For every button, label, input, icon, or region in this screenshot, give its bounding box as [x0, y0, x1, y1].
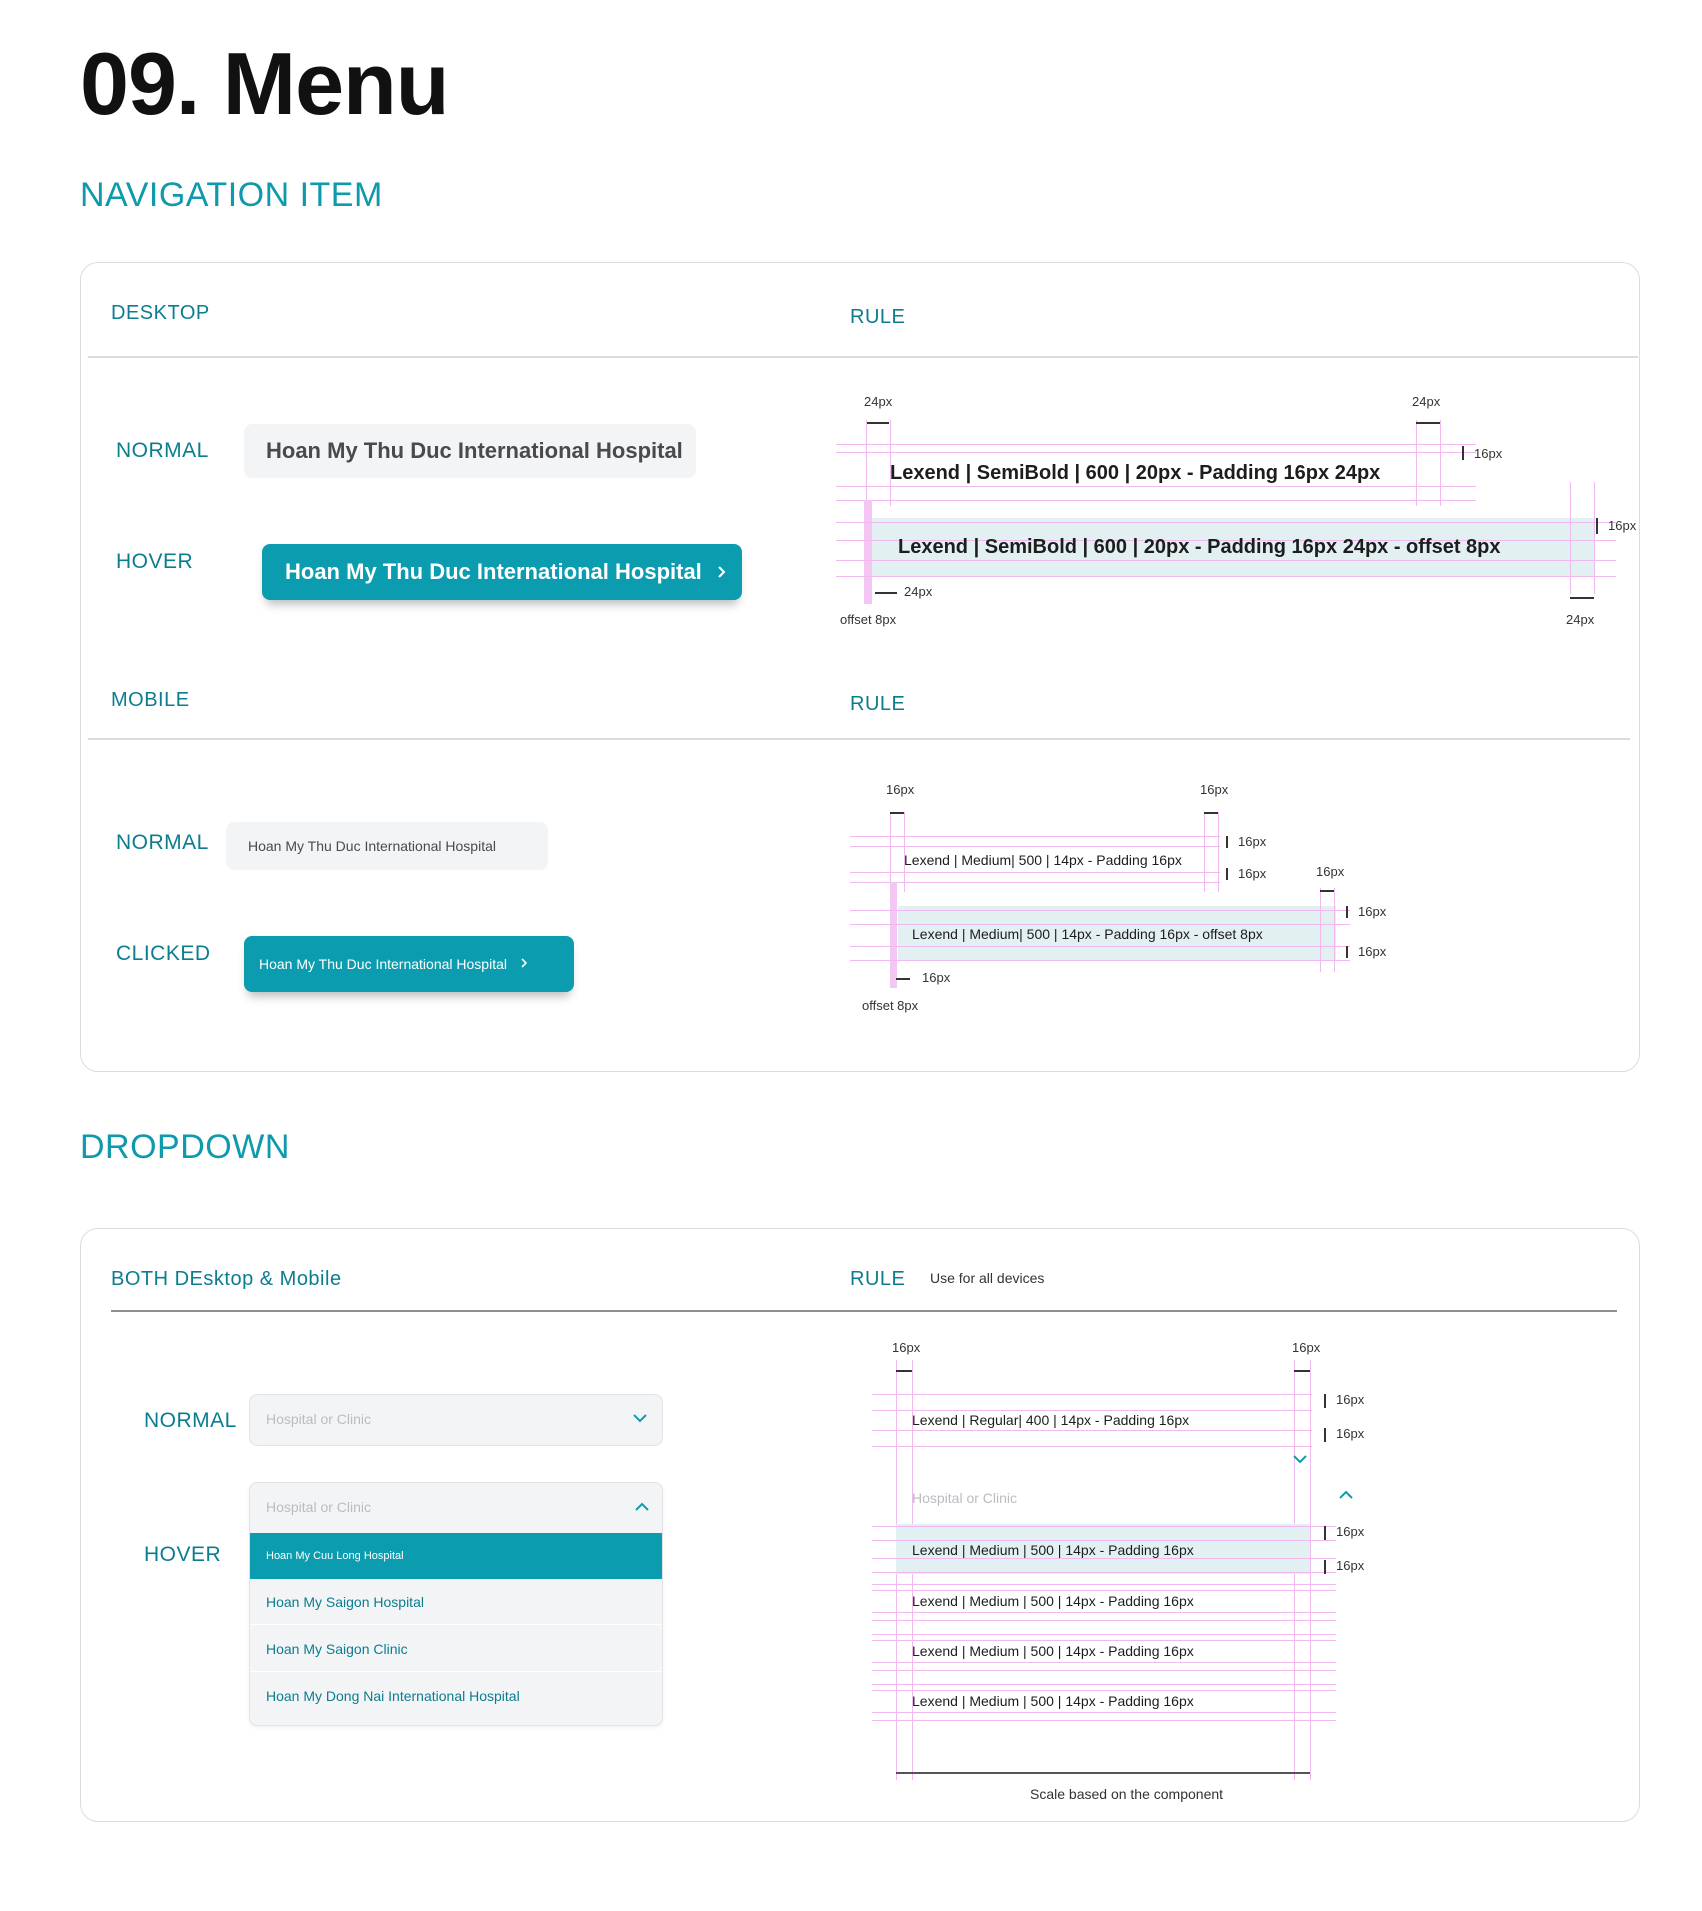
section-title-dropdown: DROPDOWN: [80, 1128, 290, 1166]
chevron-up-icon: [1338, 1488, 1354, 1506]
mobile-nav-item-normal[interactable]: [226, 822, 548, 870]
dropdown-normal-label: NORMAL: [144, 1409, 237, 1432]
dropdown-heading: BOTH DEsktop & Mobile: [111, 1268, 342, 1290]
desktop-hover-label: HOVER: [116, 550, 194, 573]
guide-line: [872, 1612, 1336, 1613]
guide-line: [1204, 812, 1205, 892]
divider: [88, 738, 1630, 740]
guide-line: [850, 872, 1220, 873]
rule-text-regular: Lexend | Regular| 400 | 14px - Padding 16px: [912, 1412, 1190, 1428]
dim-tick: [1324, 1526, 1326, 1540]
dropdown-select-normal[interactable]: [249, 1394, 663, 1446]
guide-line: [836, 500, 1476, 501]
dim-tick: [1416, 422, 1440, 424]
dropdown-option[interactable]: Hoan My Saigon Clinic: [250, 1626, 663, 1672]
nav-item-label: Hoan My Thu Duc International Hospital: [248, 838, 496, 854]
rule-text-hover: Lexend | SemiBold | 600 | 20px - Padding 16px 24px - offset 8px: [898, 536, 1501, 558]
chevron-up-icon: [634, 1500, 650, 1518]
guide-line: [850, 882, 1220, 883]
guide-line: [872, 1410, 1312, 1411]
guide-line: [850, 836, 1220, 837]
dropdown-placeholder: Hospital or Clinic: [266, 1499, 372, 1515]
divider: [111, 1310, 1617, 1312]
desktop-nav-item-normal[interactable]: [244, 424, 696, 478]
guide-line: [872, 1526, 1336, 1527]
guide-line: [850, 910, 1350, 911]
dim-label: 24px: [904, 584, 933, 599]
dim-tick: [1204, 812, 1218, 814]
rule-placeholder: Hospital or Clinic: [912, 1490, 1018, 1506]
offset-bar: [890, 882, 897, 988]
desktop-heading: DESKTOP: [111, 302, 210, 324]
guide-line: [872, 1634, 1336, 1635]
guide-line: [872, 1540, 1336, 1541]
rule-text-medium: Lexend | Medium | 500 | 14px - Padding 16px: [912, 1693, 1194, 1709]
dim-tick: [890, 812, 904, 814]
dim-label: 24px: [1412, 394, 1441, 409]
dropdown-placeholder: Hospital or Clinic: [266, 1411, 372, 1427]
dim-label: 16px: [1292, 1340, 1321, 1355]
dim-tick: [1226, 836, 1228, 848]
chevron-down-icon: [1292, 1452, 1308, 1470]
guide-line: [1310, 1360, 1311, 1780]
guide-line: [872, 1430, 1312, 1431]
guide-line: [872, 1684, 1336, 1685]
rule-text-clicked: Lexend | Medium| 500 | 14px - Padding 16px - offset 8px: [912, 926, 1263, 942]
rule-text-normal: Lexend | SemiBold | 600 | 20px - Padding 16px 24px: [890, 462, 1381, 484]
dropdown-open: [249, 1482, 663, 1726]
section-title-navigation: NAVIGATION ITEM: [80, 176, 383, 214]
chevron-right-icon: [716, 544, 728, 600]
desktop-nav-item-hover[interactable]: [262, 544, 742, 600]
guide-line: [1570, 482, 1571, 594]
dim-label: 16px: [1336, 1558, 1365, 1573]
guide-line: [1218, 812, 1219, 892]
dim-tick: [1324, 1394, 1326, 1408]
dim-tick: [896, 978, 910, 980]
dropdown-option[interactable]: Hoan My Dong Nai International Hospital: [250, 1673, 663, 1719]
scale-line: [896, 1772, 1310, 1774]
page-title: 09. Menu: [80, 34, 449, 133]
mobile-nav-item-clicked[interactable]: [244, 936, 574, 992]
desktop-rule-heading: RULE: [850, 306, 906, 328]
dim-label: 16px: [892, 1340, 921, 1355]
dim-label: 16px: [1474, 446, 1503, 461]
guide-line: [872, 1670, 1336, 1671]
dim-label: 16px: [1608, 518, 1637, 533]
guide-line: [872, 1558, 1336, 1559]
dim-label: 16px: [1358, 904, 1387, 919]
dropdown-option[interactable]: Hoan My Saigon Hospital: [250, 1579, 663, 1625]
chevron-down-icon: [632, 1411, 648, 1429]
dim-tick: [1346, 906, 1348, 918]
guide-line: [1416, 420, 1417, 506]
dim-tick: [1324, 1560, 1326, 1574]
dim-tick: [896, 1370, 912, 1372]
dim-tick: [1226, 868, 1228, 880]
desktop-normal-label: NORMAL: [116, 439, 209, 462]
dim-label: 16px: [1336, 1524, 1365, 1539]
guide-line: [872, 1394, 1312, 1395]
dim-label: offset 8px: [840, 612, 897, 627]
guide-line: [850, 924, 1350, 925]
guide-line: [850, 946, 1350, 947]
dim-tick: [1596, 518, 1598, 534]
guide-line: [836, 522, 1616, 523]
guide-line: [866, 420, 867, 506]
dim-label: 16px: [1358, 944, 1387, 959]
guide-line: [872, 1620, 1336, 1621]
guide-line: [850, 960, 1350, 961]
guide-line: [872, 1720, 1336, 1721]
rule-text-medium: Lexend | Medium | 500 | 14px - Padding 16px: [912, 1542, 1194, 1558]
guide-line: [872, 1712, 1336, 1713]
dropdown-select-open[interactable]: [250, 1483, 663, 1533]
dropdown-option-active[interactable]: Hoan My Cuu Long Hospital: [250, 1533, 663, 1579]
dim-label: 16px: [1336, 1426, 1365, 1441]
dim-tick: [1294, 1370, 1310, 1372]
mobile-heading: MOBILE: [111, 689, 190, 711]
dim-label: 16px: [1238, 834, 1267, 849]
guide-line: [1594, 482, 1595, 594]
rule-text-medium: Lexend | Medium | 500 | 14px - Padding 16px: [912, 1643, 1194, 1659]
mobile-normal-label: NORMAL: [116, 831, 209, 854]
guide-line: [872, 1446, 1312, 1447]
guide-line: [872, 1584, 1336, 1585]
nav-item-label: Hoan My Thu Duc International Hospital: [259, 956, 507, 972]
rule-text-medium: Lexend | Medium | 500 | 14px - Padding 16px: [912, 1593, 1194, 1609]
guide-line: [836, 576, 1616, 577]
mobile-rule-heading: RULE: [850, 693, 906, 715]
rule-text-normal: Lexend | Medium| 500 | 14px - Padding 16px: [904, 852, 1182, 868]
dim-tick: [1320, 890, 1334, 892]
scale-note: Scale based on the component: [1030, 1786, 1224, 1802]
guide-line: [872, 1662, 1336, 1663]
guide-line: [850, 846, 1220, 847]
guide-line: [872, 1640, 1336, 1641]
dim-tick: [867, 422, 889, 424]
dim-tick: [1324, 1428, 1326, 1442]
chevron-right-icon: [519, 936, 529, 992]
dim-label: 16px: [1316, 864, 1345, 879]
dim-tick: [1346, 946, 1348, 958]
guide-line: [1440, 420, 1441, 506]
rule-note: Use for all devices: [930, 1270, 1045, 1286]
nav-item-label: Hoan My Thu Duc International Hospital: [266, 438, 683, 463]
dim-label: 24px: [1566, 612, 1595, 627]
nav-item-label: Hoan My Thu Duc International Hospital: [285, 559, 702, 584]
offset-bar: [864, 500, 872, 604]
guide-line: [872, 1690, 1336, 1691]
dim-label: 16px: [1336, 1392, 1365, 1407]
dim-label: offset 8px: [862, 998, 919, 1013]
dim-tick: [1462, 446, 1464, 460]
dim-label: 16px: [1238, 866, 1267, 881]
guide-line: [890, 812, 891, 892]
dim-tick: [875, 592, 897, 594]
guide-line: [1334, 888, 1335, 972]
divider: [88, 356, 1638, 358]
dim-label: 24px: [864, 394, 893, 409]
dim-label: 16px: [886, 782, 915, 797]
dim-tick: [1570, 597, 1594, 599]
guide-line: [836, 486, 1476, 487]
guide-line: [836, 444, 1476, 445]
guide-line: [872, 1572, 1336, 1573]
mobile-clicked-label: CLICKED: [116, 942, 211, 965]
dim-label: 16px: [1200, 782, 1229, 797]
guide-line: [836, 560, 1616, 561]
dropdown-hover-label: HOVER: [144, 1543, 222, 1566]
guide-line: [1320, 888, 1321, 972]
guide-line: [872, 1590, 1336, 1591]
guide-line: [836, 452, 1476, 453]
dim-label: 16px: [922, 970, 951, 985]
dropdown-rule-heading: RULE: [850, 1268, 906, 1290]
